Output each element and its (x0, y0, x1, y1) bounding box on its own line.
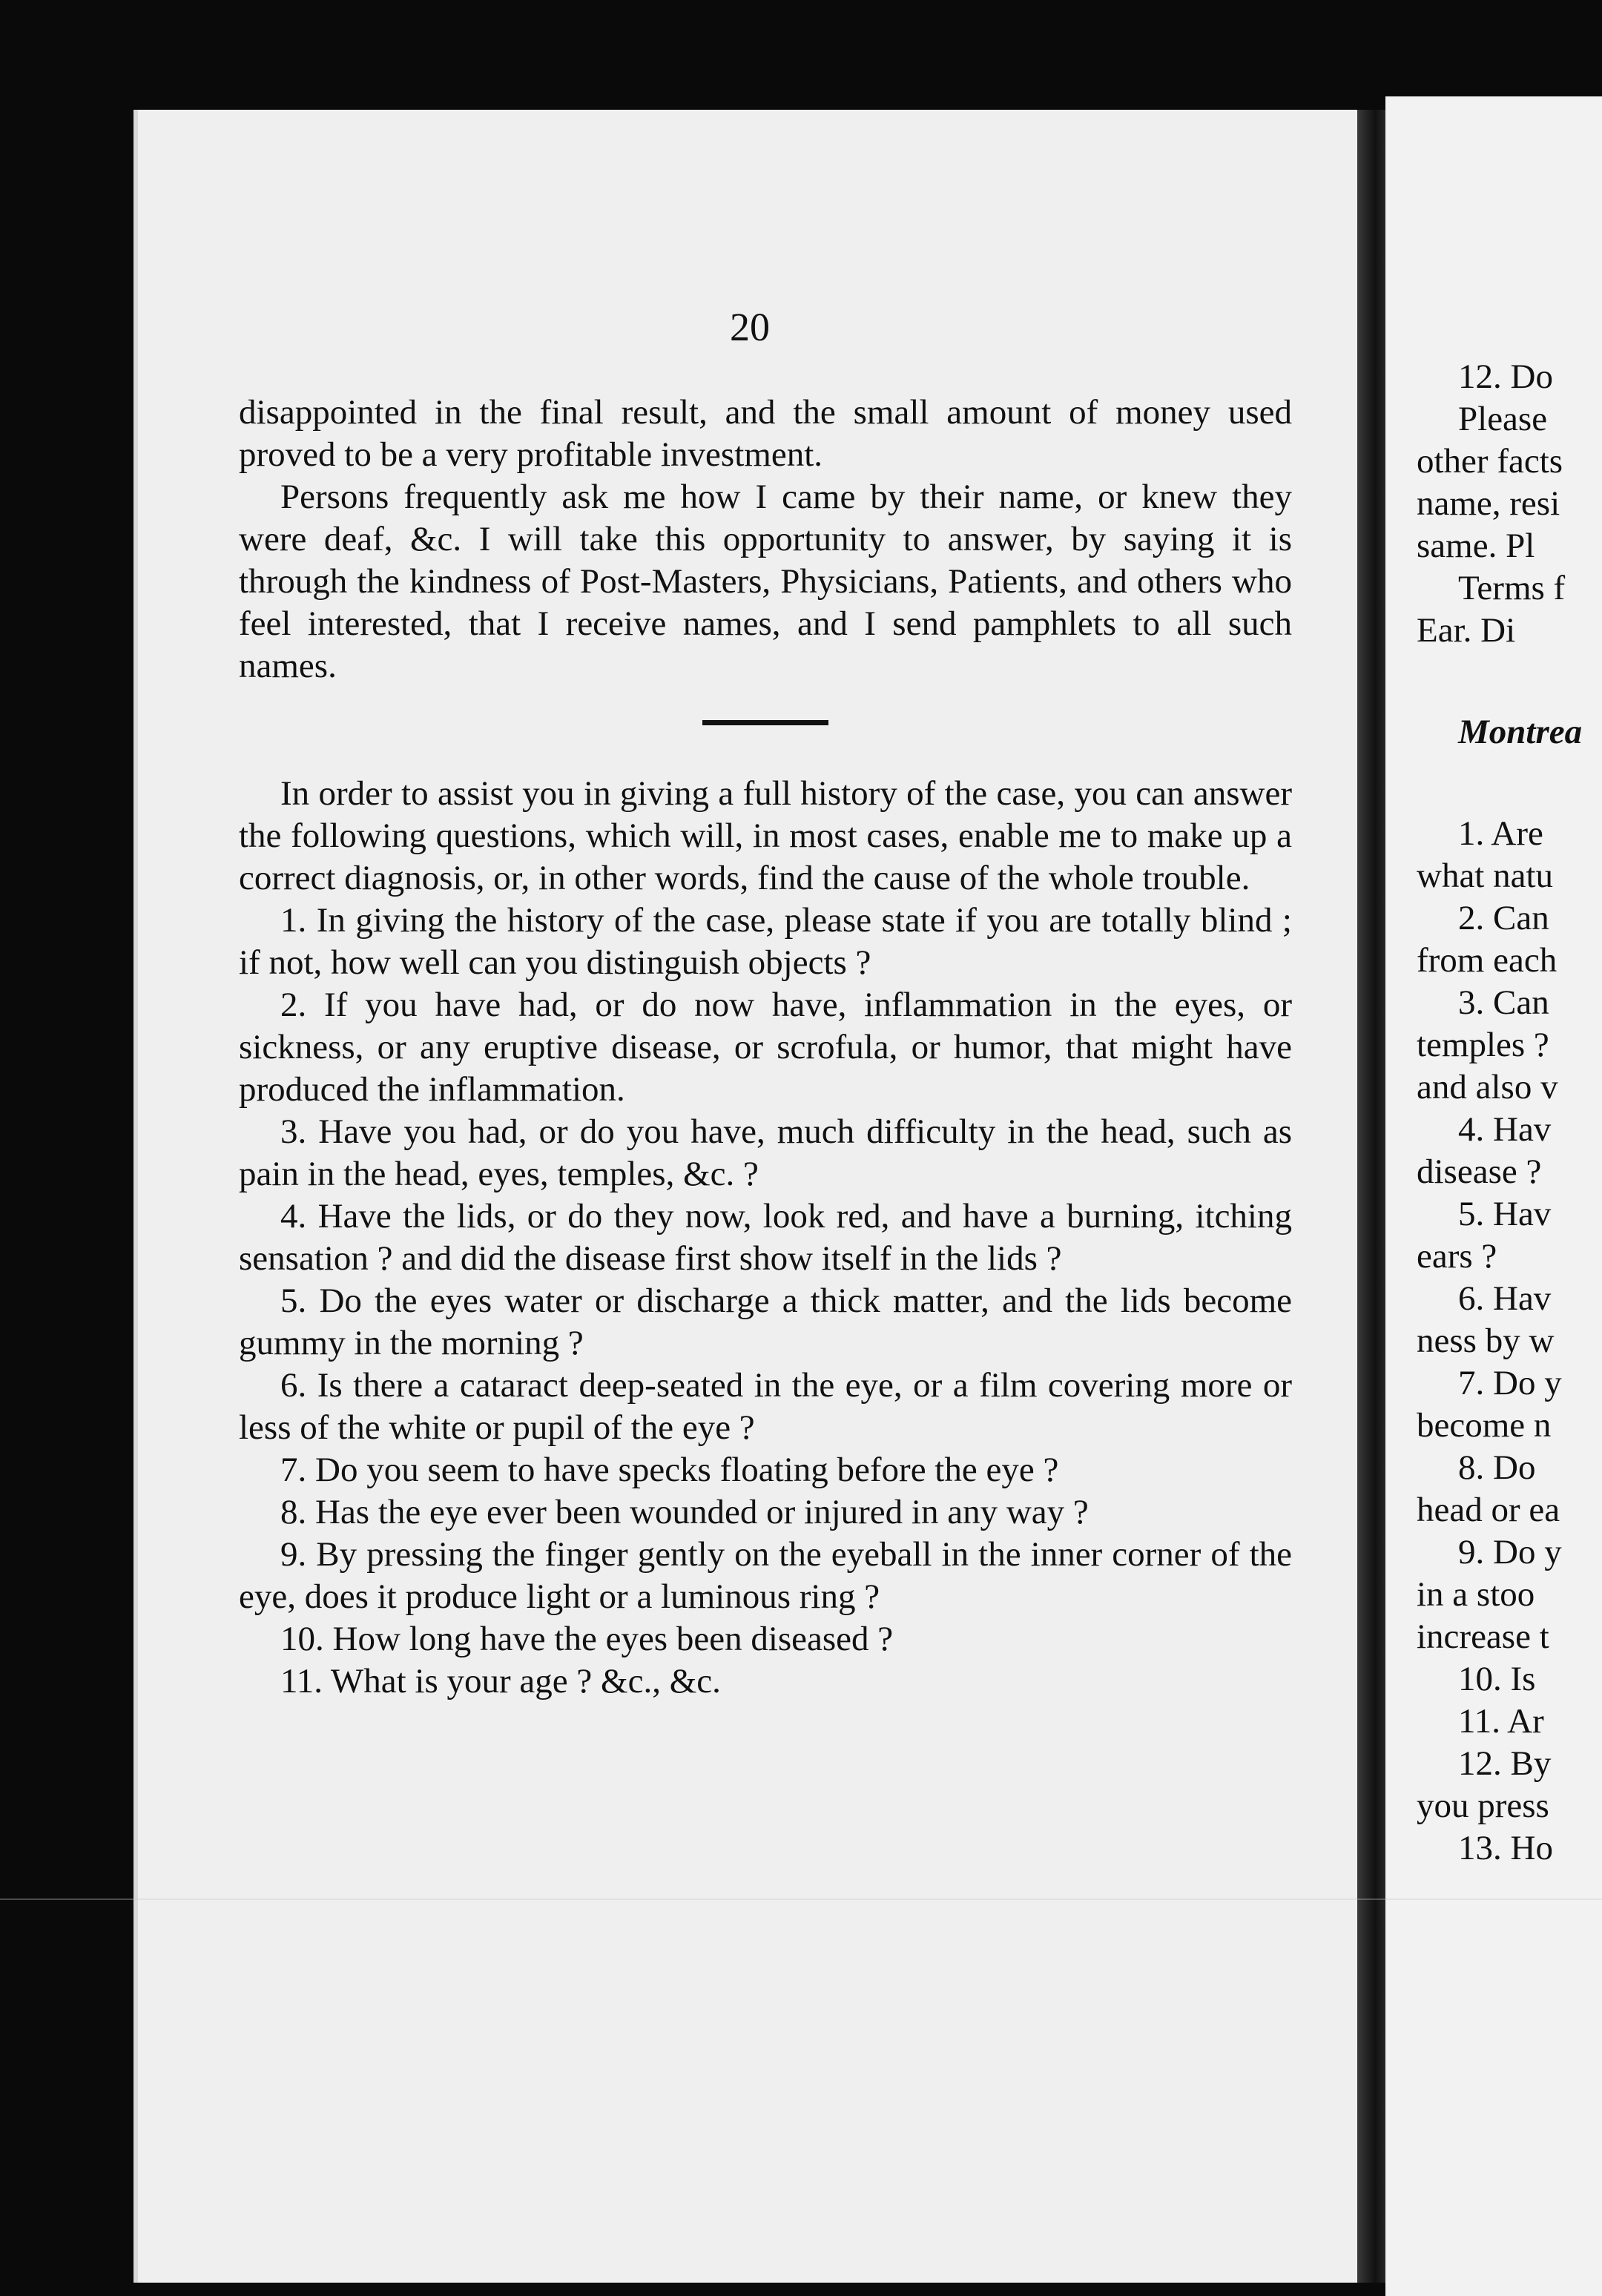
right-line: you press (1417, 1787, 1549, 1825)
right-line: 2. Can (1458, 899, 1549, 937)
right-page-text (1417, 356, 1602, 1870)
right-line: 4. Hav (1458, 1110, 1552, 1149)
right-line: same. Pl (1417, 527, 1535, 565)
right-line: Terms f (1458, 569, 1566, 607)
right-line: ness by w (1417, 1322, 1555, 1360)
left-page-text (239, 392, 1292, 1703)
question-item: 4. Have the lids, or do they now, look red, and have a burning, itching sensation ? and did the disease first show itself in the lids ? (239, 1197, 1292, 1278)
right-line: name, resi (1417, 484, 1560, 523)
question-item: 2. If you have had, or do now have, inflammation in the eyes, or sickness, or any eruptive disease, or scrofula, or humor, that might have produced the inflammation. (239, 986, 1292, 1109)
right-line: other facts (1417, 442, 1563, 481)
question-item: 10. How long have the eyes been diseased ? (280, 1620, 894, 1658)
scan-artifact-line (0, 1899, 1602, 1900)
question-item: 8. Has the eye ever been wounded or injured in any way ? (280, 1493, 1089, 1531)
right-line: head or ea (1417, 1491, 1560, 1529)
question-item: 11. What is your age ? &c., &c. (280, 1662, 721, 1700)
question-list (239, 900, 1292, 1703)
right-page (1385, 96, 1602, 2296)
right-line: 5. Hav (1458, 1195, 1552, 1233)
right-line: 10. Is (1458, 1660, 1536, 1698)
right-line: in a stoo (1417, 1575, 1535, 1614)
questions-intro: In order to assist you in giving a full history of the case, you can answer the following questions, which will, in most cases, enable me to make up a correct diagnosis, or, in other words, find the cause of the whole trouble. (239, 774, 1292, 897)
right-line: what natu (1417, 857, 1554, 895)
right-line: ears ? (1417, 1237, 1497, 1276)
right-line: Ear. Di (1417, 611, 1516, 650)
right-line: and also v (1417, 1068, 1558, 1106)
right-line: increase t (1417, 1617, 1549, 1656)
question-item: 6. Is there a cataract deep-seated in the eye, or a film covering more or less of the white or pupil of the eye ? (239, 1366, 1292, 1447)
right-line: from each (1417, 941, 1558, 980)
right-line: 8. Do (1458, 1448, 1536, 1487)
right-line: 12. Do (1458, 357, 1553, 396)
section-divider (702, 720, 828, 725)
page-number: 20 (730, 305, 770, 349)
right-line: become n (1417, 1406, 1552, 1445)
right-line: 11. Ar (1458, 1702, 1544, 1741)
question-item: 9. By pressing the finger gently on the eyeball in the inner corner of the eye, does it produce light or a luminous ring ? (239, 1535, 1292, 1616)
right-line: 7. Do y (1458, 1364, 1562, 1402)
right-line: temples ? (1417, 1026, 1549, 1064)
paragraph-continued: disappointed in the final result, and the small amount of money used proved to be a very profitable investment. (239, 393, 1292, 474)
right-line-italic: Montrea (1458, 713, 1583, 751)
right-line: 1. Are (1458, 814, 1543, 853)
question-item: 5. Do the eyes water or discharge a thick matter, and the lids become gummy in the morning ? (239, 1281, 1292, 1362)
right-line: 3. Can (1458, 983, 1549, 1022)
question-item: 7. Do you seem to have specks floating before the eye ? (280, 1451, 1059, 1489)
right-line: 9. Do y (1458, 1533, 1562, 1571)
right-line: 12. By (1458, 1744, 1552, 1783)
right-line: 6. Hav (1458, 1279, 1552, 1318)
left-page (134, 110, 1362, 2283)
paragraph-names: Persons frequently ask me how I came by their name, or knew they were deaf, &c. I will take this opportunity to answer, by saying it is through the kindness of Post-Masters, Physicians, Patients, and others who feel interested, that I receive names, and I send pamphlets to all such names. (239, 478, 1292, 685)
question-item: 3. Have you had, or do you have, much difficulty in the head, such as pain in the head, eyes, temples, &c. ? (239, 1112, 1292, 1193)
right-line: Please (1458, 400, 1548, 438)
question-item: 1. In giving the history of the case, please state if you are totally blind ; if not, how well can you distinguish objects ? (239, 901, 1292, 982)
book-gutter (1357, 110, 1387, 2283)
right-line: disease ? (1417, 1152, 1542, 1191)
right-line: 13. Ho (1458, 1829, 1553, 1867)
